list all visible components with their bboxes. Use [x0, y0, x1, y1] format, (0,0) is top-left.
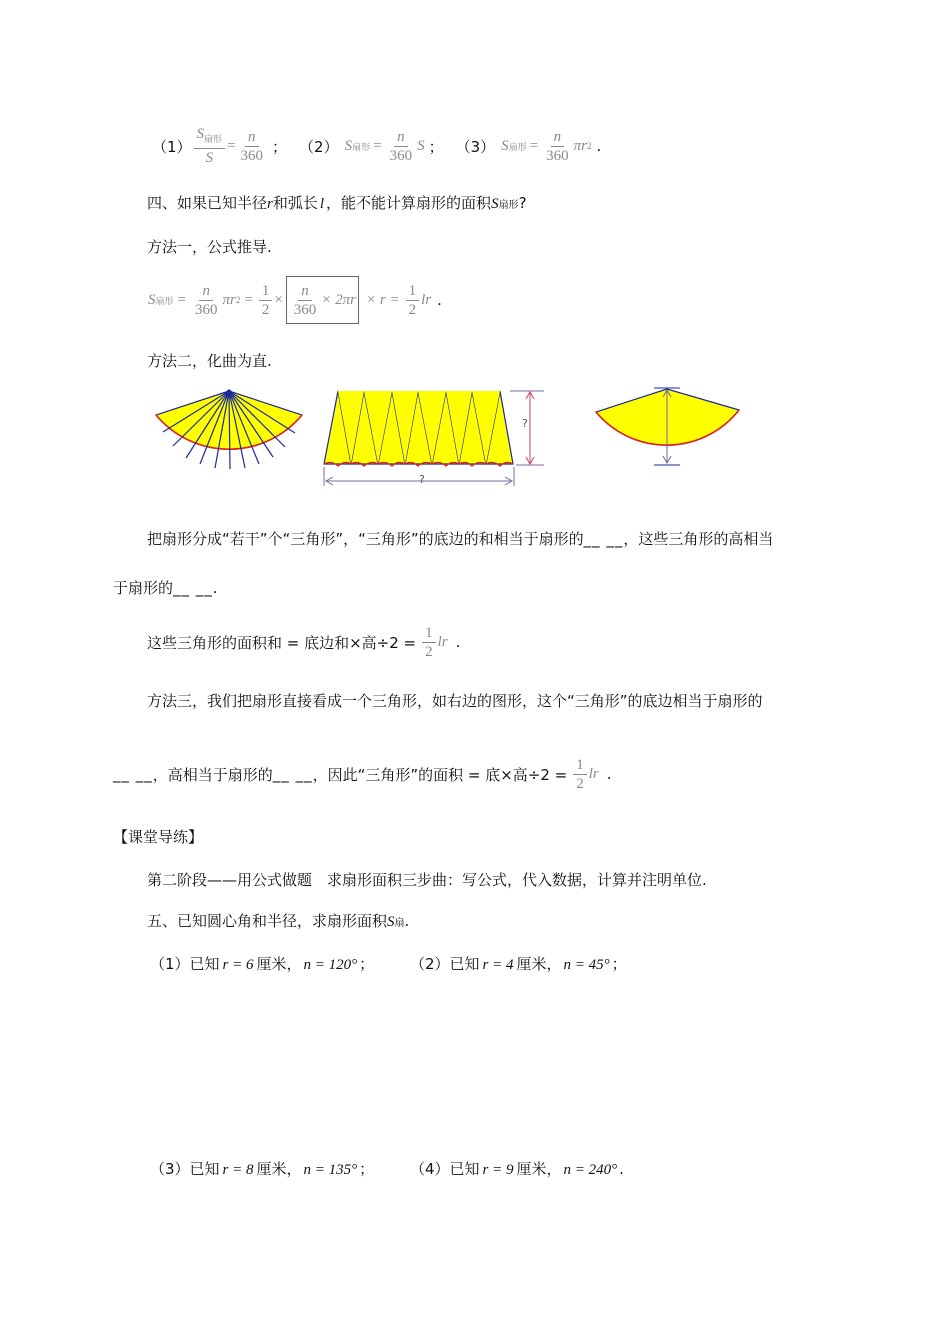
m3-one: 1 [573, 756, 587, 775]
q4-sub: 扇形 [498, 200, 519, 211]
item3-n: n = 135° [303, 1162, 358, 1178]
formula-2-S: S [344, 137, 353, 154]
m1-sup2: 2 [235, 295, 241, 305]
question-5-item-1 [150, 953, 374, 974]
formula-1-S: S [196, 126, 205, 142]
m1-box-2pir: × 2πr [321, 291, 357, 308]
q4-r: r [267, 196, 273, 212]
practice-stage: 第二阶段——用公式做题 求扇形面积三步曲：写公式，代入数据，计算并注明单位. [147, 871, 707, 889]
method-2-sum [147, 620, 460, 664]
item4-label: （4）已知 [410, 1160, 480, 1178]
formula-3-ratio [543, 128, 572, 165]
m2-p3: 这些三角形的面积和 = 底边和×高÷2 = [147, 633, 417, 652]
formula-2-end: ； [428, 137, 444, 156]
method-1-title: 方法一，公式推导. [147, 238, 272, 256]
m1-box-n: n [298, 282, 312, 301]
formula-1-fraction [194, 125, 226, 167]
formula-3-360: 360 [546, 147, 569, 164]
question-5 [147, 910, 409, 931]
q4-l: l [319, 196, 325, 212]
m1-two2: 2 [408, 301, 417, 318]
item3-end: ； [359, 1160, 375, 1178]
item2-unit: 厘米， [516, 955, 562, 973]
formula-3-tail: πr [573, 137, 587, 154]
sector-split-diagram [156, 390, 302, 470]
item1-r: r = 6 [222, 957, 254, 973]
item2-n: n = 45° [563, 957, 610, 973]
item3-label: （3）已知 [150, 1160, 220, 1178]
formula-1-ratio [238, 128, 267, 165]
question-5-item-4 [410, 1158, 624, 1179]
m3-end: . [606, 765, 612, 783]
m1-box-360: 360 [293, 301, 317, 318]
m1-sub: 扇形 [155, 296, 174, 307]
formula-1-n: n [245, 128, 259, 147]
m2-half [422, 624, 436, 661]
m1-ratio [192, 282, 221, 319]
m1-eq1: = [177, 291, 186, 308]
m3-blank1: __ __ [113, 765, 153, 783]
m2-p2a: 于扇形的 [113, 579, 174, 597]
m2-p2b: . [212, 579, 218, 597]
formula-row [152, 124, 601, 168]
formula-3-S: S [501, 137, 509, 154]
method-1-formula [148, 276, 442, 324]
m1-n: n [199, 282, 213, 301]
q4-end: ? [518, 194, 527, 212]
m3-p1: 方法三，我们把扇形直接看成一个三角形，如右边的图形，这个“三角形”的底边相当于扇形的 [147, 692, 763, 710]
m2-p1: 把扇形分成“若干”个“三角形”，“三角形”的底边的和相当于扇形的 [147, 530, 584, 548]
width-question-mark: ? [419, 473, 425, 486]
method-3-paragraph-line2 [113, 752, 612, 796]
item3-unit: 厘米， [256, 1160, 302, 1178]
m3-half [573, 756, 587, 793]
m3-two: 2 [576, 775, 584, 792]
method-3-paragraph-line1 [147, 690, 763, 711]
m2-end: . [455, 633, 461, 651]
m1-S: S [148, 291, 156, 308]
item4-r: r = 9 [482, 1162, 514, 1178]
m1-two: 2 [261, 301, 270, 318]
item1-n: n = 120° [303, 957, 358, 973]
m2-blank1: __ __ [583, 530, 624, 548]
formula-1-360: 360 [240, 147, 264, 164]
m1-one2: 1 [406, 282, 420, 301]
m1-half-2 [406, 282, 420, 319]
sector-as-triangle-diagram [596, 388, 739, 465]
method-2-title: 方法二，化曲为直. [147, 352, 272, 370]
formula-1-den: S [205, 150, 214, 166]
diagram-figures [0, 380, 950, 490]
m1-eq2: = [244, 291, 253, 308]
q5-S: S [387, 914, 395, 930]
m1-360: 360 [194, 301, 218, 318]
q5-prefix: 五、已知圆心角和半径，求扇形面积 [147, 912, 388, 930]
item2-label: （2）已知 [410, 955, 480, 973]
m1-box-ratio [291, 282, 320, 319]
formula-3-end: . [596, 137, 602, 155]
item3-r: r = 8 [222, 1162, 254, 1178]
practice-heading: 【课堂导练】 [113, 828, 204, 846]
m1-half [259, 282, 273, 319]
item1-label: （1）已知 [150, 955, 220, 973]
m3-p2a: ，高相当于扇形的 [152, 765, 273, 784]
q4-mid: 和弧长 [272, 194, 318, 212]
q4-prefix: 四、如果已知半径 [147, 194, 268, 212]
method-2-paragraph-line2 [113, 577, 218, 598]
m1-pir: πr [222, 291, 236, 308]
formula-2-ratio [387, 128, 416, 165]
q5-sub: 扇 [394, 918, 405, 929]
m2-lr: lr [437, 633, 448, 650]
formula-1-end: ； [272, 137, 288, 156]
formula-2-360: 360 [389, 147, 413, 164]
question-5-item-2 [410, 953, 627, 974]
height-question-mark: ? [522, 417, 528, 430]
item2-r: r = 4 [482, 957, 514, 973]
m1-one: 1 [259, 282, 273, 301]
m3-p2b: ，因此“三角形”的面积 = 底×高÷2 = [312, 765, 568, 784]
m1-times-r: × r = [366, 291, 400, 308]
m1-times1: × [274, 291, 283, 308]
formula-3-label: （3） [455, 137, 496, 156]
m2-two: 2 [425, 643, 433, 660]
formula-2-label: （2） [299, 137, 339, 156]
formula-3-eq: = [529, 137, 539, 154]
m2-one: 1 [422, 624, 436, 643]
formula-1-label: （1） [152, 137, 192, 156]
m2-p1b: ，这些三角形的高相当 [623, 530, 774, 548]
item4-end: . [619, 1160, 624, 1178]
q4-suffix: ，能不能计算扇形的面积 [326, 194, 492, 212]
m3-lr: lr [588, 765, 599, 782]
formula-3-sub: 扇形 [508, 142, 527, 153]
question-5-item-3 [150, 1158, 374, 1179]
item2-end: ； [611, 955, 627, 973]
item4-unit: 厘米， [516, 1160, 562, 1178]
m3-blank2: __ __ [272, 765, 313, 783]
question-4 [147, 192, 527, 213]
formula-1-sub: 扇形 [204, 134, 223, 144]
formula-2-eq: = [373, 137, 382, 154]
item4-n: n = 240° [563, 1162, 618, 1178]
item1-end: ； [359, 955, 375, 973]
formula-2-n: n [394, 128, 408, 147]
m1-end: . [437, 291, 442, 309]
formula-3-sup: 2 [586, 141, 592, 151]
q5-end: . [404, 912, 410, 930]
m1-lr: lr [421, 291, 432, 308]
method-2-paragraph-line1 [147, 528, 773, 549]
item1-unit: 厘米， [256, 955, 302, 973]
formula-1-eq: = [227, 137, 236, 154]
q4-S: S [491, 196, 499, 212]
m1-arc-length-box [286, 276, 359, 324]
formula-3-n: n [551, 128, 565, 147]
triangles-diagram [324, 391, 544, 486]
formula-2-tail: S [417, 137, 425, 154]
formula-2-sub: 扇形 [352, 142, 371, 153]
m2-blank2: __ __ [173, 579, 213, 597]
